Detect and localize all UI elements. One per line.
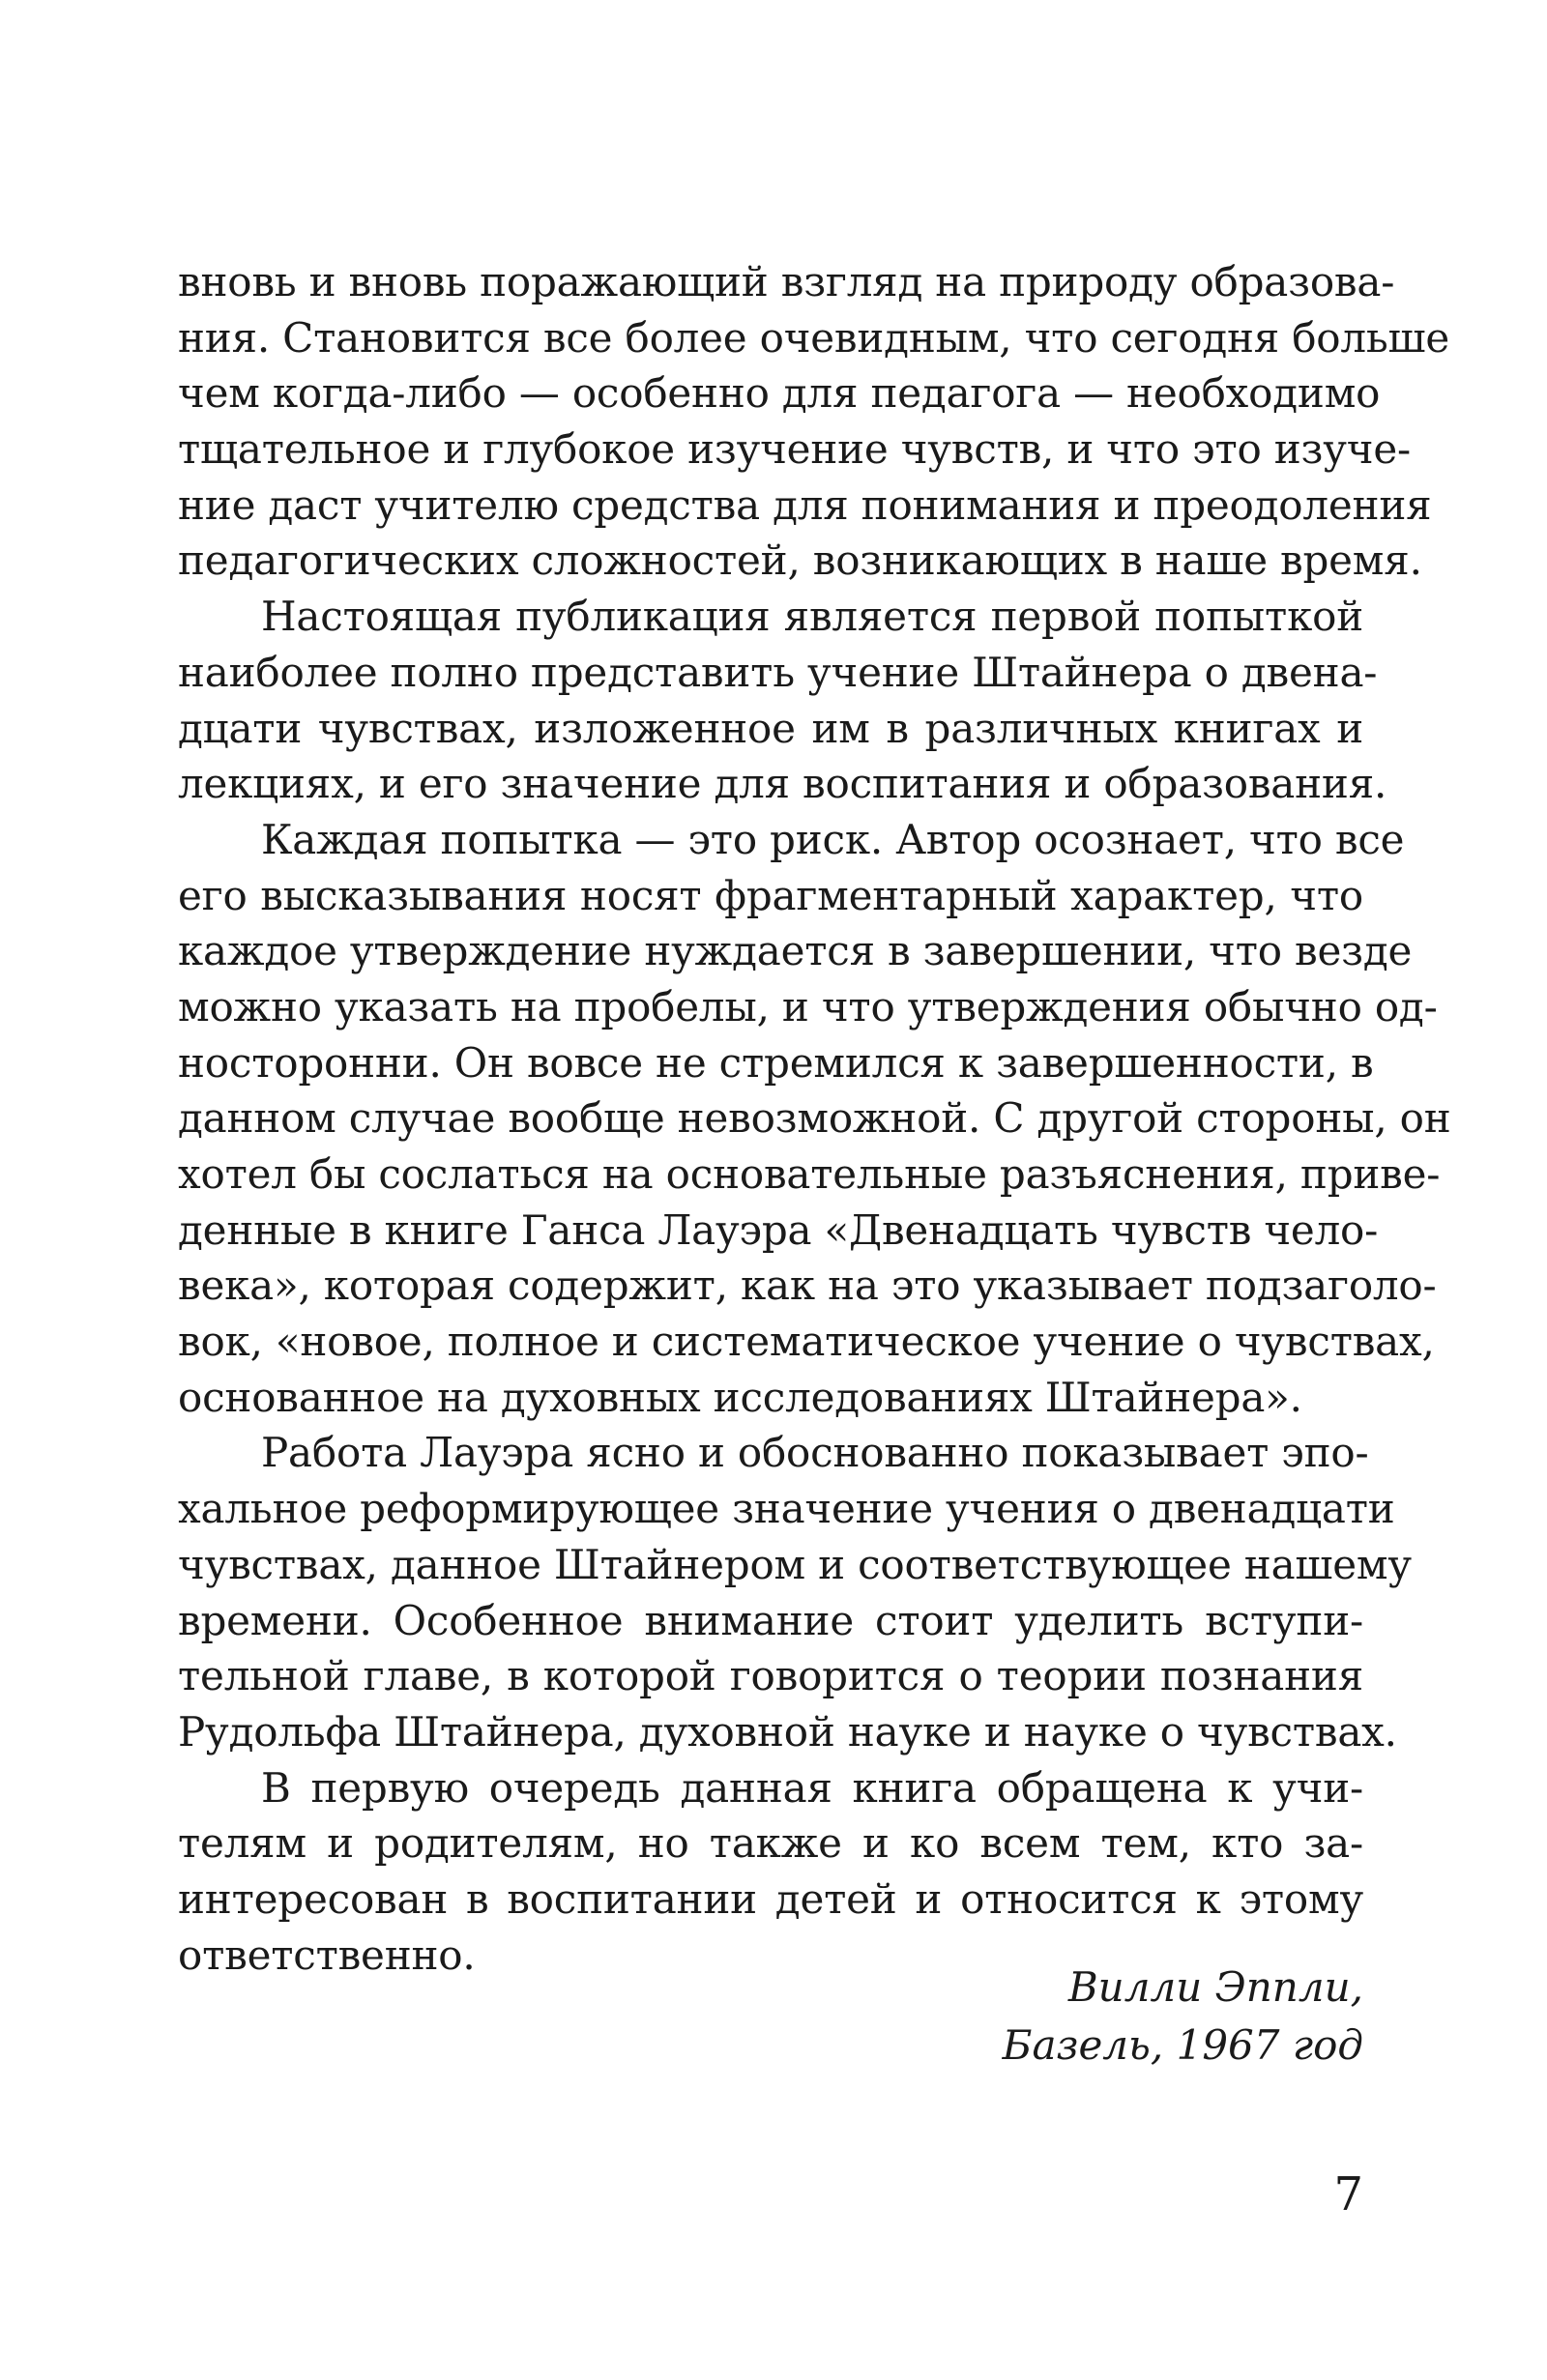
text-line: носторонни. Он вовсе не стремился к завершенности, в xyxy=(178,1038,1374,1087)
text-line: вок, «новое, полное и систематическое учение о чувствах, xyxy=(178,1318,1435,1366)
text-line: ния. Становится все более очевидным, что сегодня больше xyxy=(178,313,1450,362)
text-line: Рудольфа Штайнера, духовной науке и науке о чувствах. xyxy=(178,1707,1397,1756)
text-line: ние даст учителю средства для понимания и преодоления xyxy=(178,480,1432,529)
text-line: каждое утверждение нуждается в завершении, что везде xyxy=(178,927,1413,975)
text-line: чувствах, данное Штайнером и соответствующее нашему xyxy=(178,1540,1412,1588)
text-line: основанное на духовных исследованиях Штайнера». xyxy=(178,1373,1302,1421)
text-line: Работа Лауэра ясно и обоснованно показывает эпо- xyxy=(261,1429,1369,1477)
signature-author: Вилли Эппли, xyxy=(1067,1963,1363,2011)
text-line: его высказывания носят фрагментарный характер, что xyxy=(178,871,1363,919)
text-line: лекциях, и его значение для воспитания и образования. xyxy=(178,760,1387,808)
text-line: тельной главе, в которой говорится о теории познания xyxy=(178,1652,1363,1700)
text-line: хотел бы сослаться на основательные разъяснения, приве- xyxy=(178,1150,1441,1198)
text-line: денные в книге Ганса Лауэра «Двенадцать чувств чело- xyxy=(178,1205,1379,1254)
text-line: телям и родителям, но также и ко всем тем, кто за- xyxy=(178,1819,1363,1868)
text-line: ответственно. xyxy=(178,1930,476,1979)
text-line: наиболее полно представить учение Штайнера о двена- xyxy=(178,648,1378,696)
signature xyxy=(1003,1959,1363,2075)
text-line: тщательное и глубокое изучение чувств, и что это изуче- xyxy=(178,425,1411,474)
text-line: В первую очередь данная книга обращена к учи- xyxy=(261,1763,1363,1812)
text-line: времени. Особенное внимание стоит уделить вступи- xyxy=(178,1596,1363,1644)
text-line: интересован в воспитании детей и относится к этому xyxy=(178,1874,1363,1923)
text-line: Настоящая публикация является первой попыткой xyxy=(261,593,1363,641)
body-text xyxy=(178,254,1451,1983)
text-line: вновь и вновь поражающий взгляд на природу образова- xyxy=(178,258,1395,305)
text-line: данном случае вообще невозможной. С другой стороны, он xyxy=(178,1094,1451,1143)
text-line: педагогических сложностей, возникающих в наше время. xyxy=(178,537,1422,585)
page-number: 7 xyxy=(1333,2167,1363,2221)
text-line: Каждая попытка — это риск. Автор осознает, что все xyxy=(261,815,1405,863)
text-line: хальное реформирующее значение учения о двенадцати xyxy=(178,1485,1395,1533)
signature-place-date: Базель, 1967 год xyxy=(1002,2021,1363,2069)
text-line: века», которая содержит, как на это указывает подзаголо- xyxy=(178,1262,1437,1310)
text-line: можно указать на пробелы, и что утверждения обычно од- xyxy=(178,982,1438,1030)
text-line: чем когда-либо — особенно для педагога — необходимо xyxy=(178,369,1381,418)
text-line: дцати чувствах, изложенное им в различных книгах и xyxy=(178,704,1363,752)
